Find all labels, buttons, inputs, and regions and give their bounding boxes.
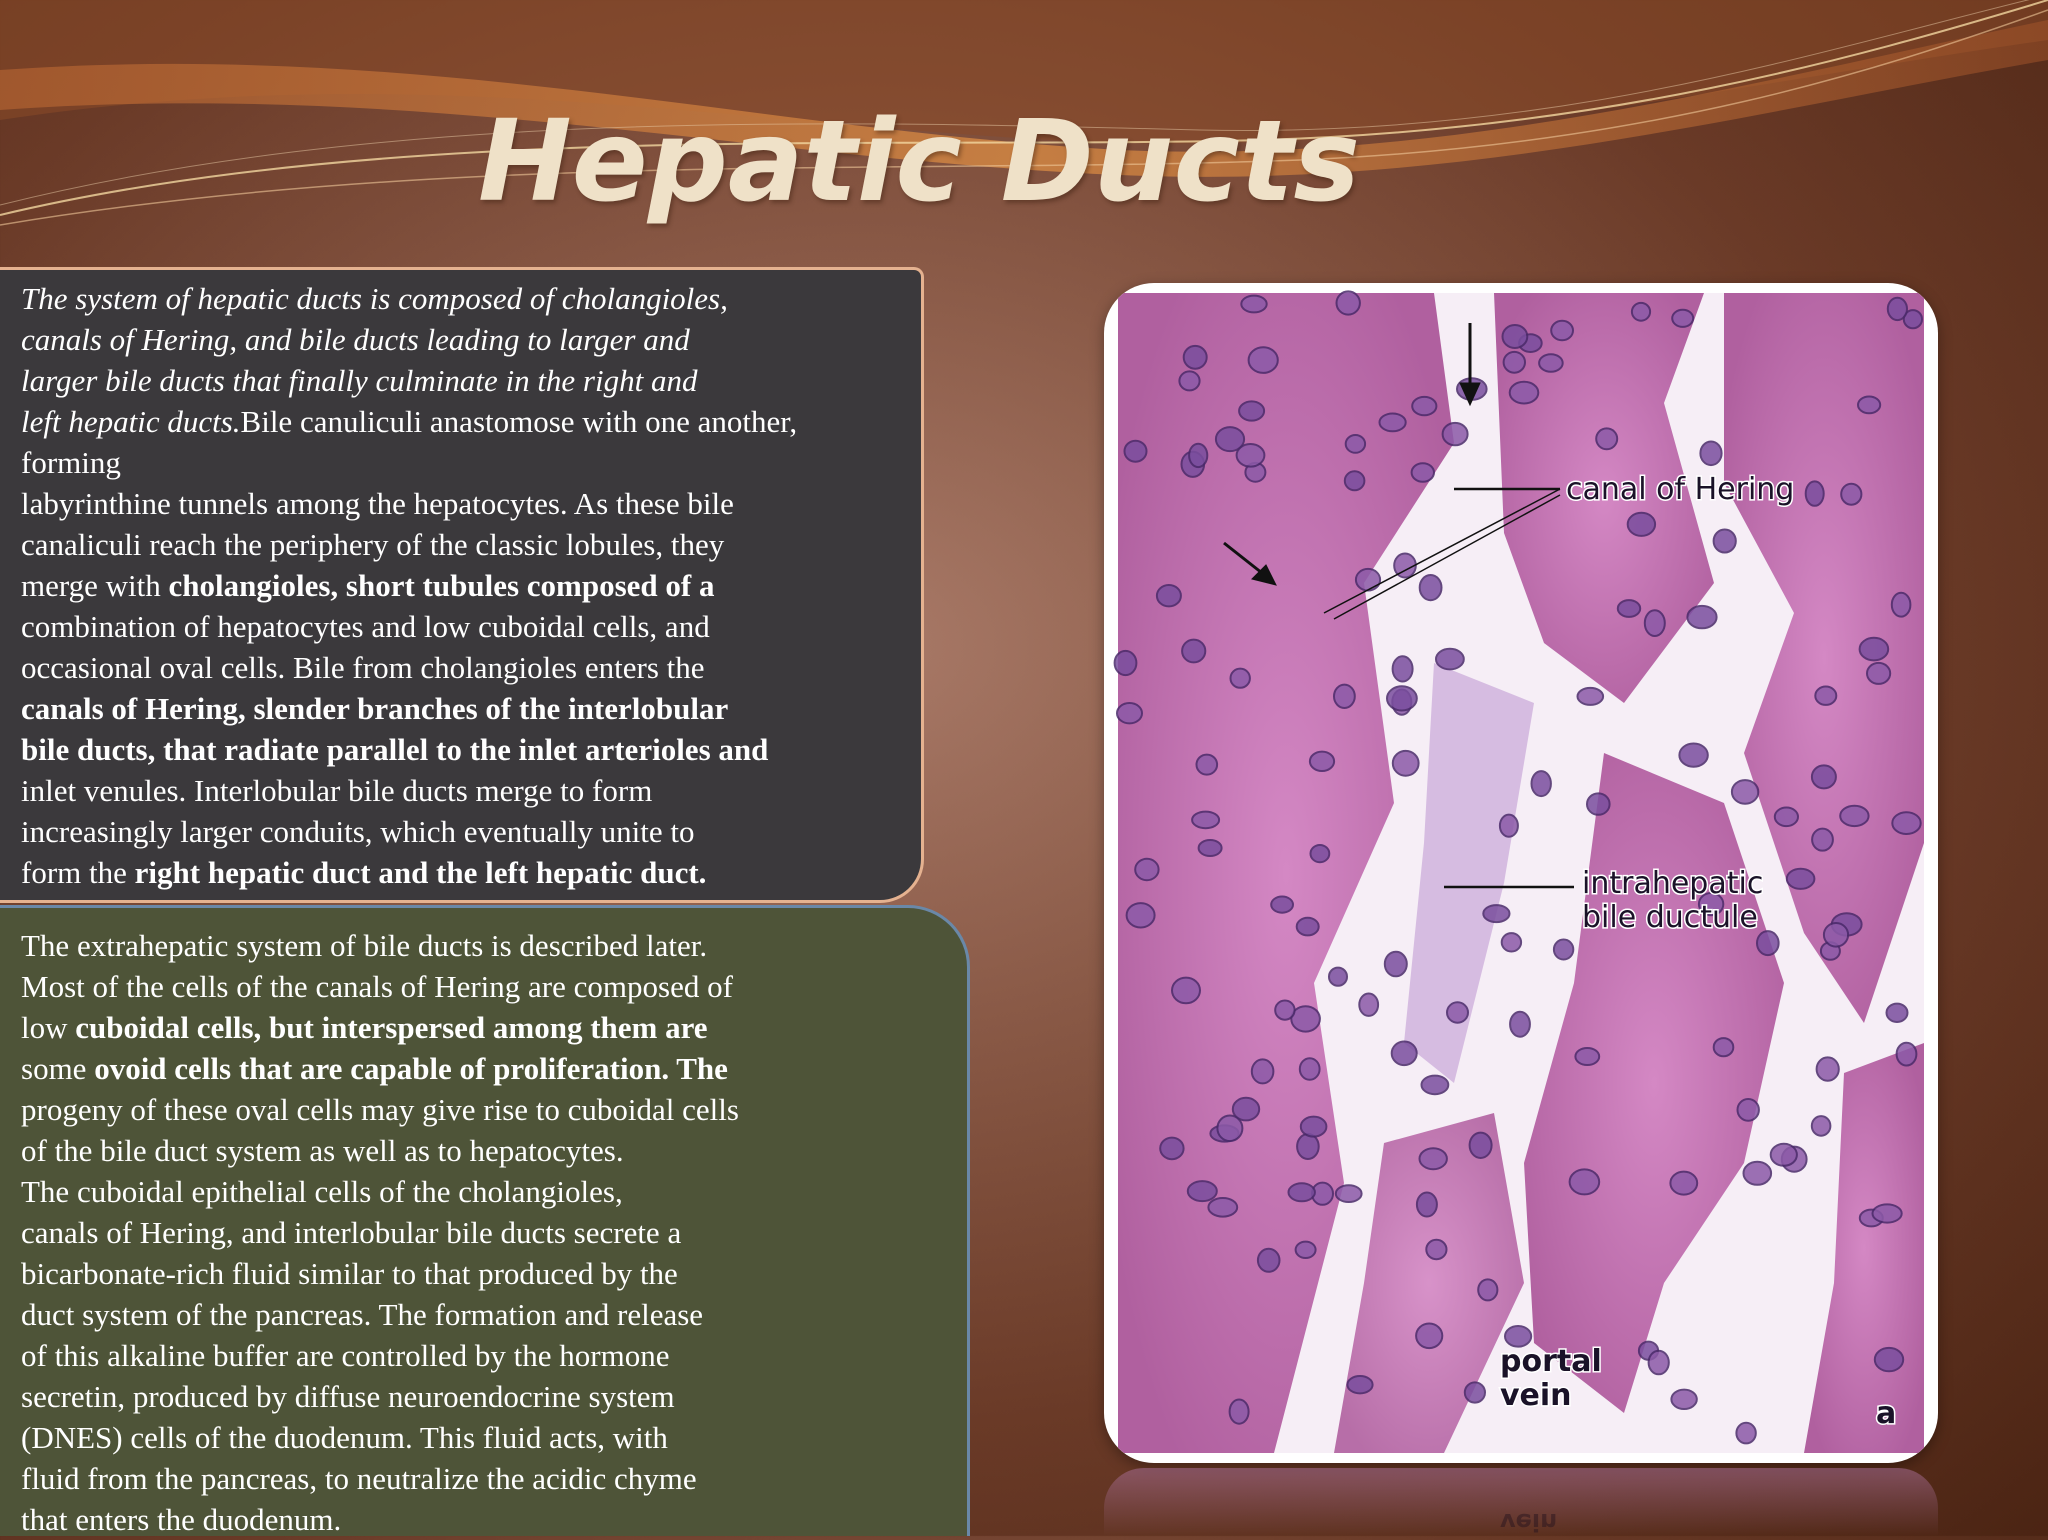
text-segment: merge with [21,568,169,603]
nucleus [1356,569,1380,591]
text-line [21,606,797,647]
nucleus [1649,1351,1669,1375]
nucleus [1385,952,1407,977]
nucleus [1420,575,1442,600]
text-line [21,1499,739,1540]
nucleus [1771,1144,1797,1166]
nucleus [1812,1116,1831,1136]
nucleus [1539,354,1563,372]
nucleus [1840,806,1868,826]
nucleus [1117,703,1142,723]
nucleus [1420,1148,1447,1169]
paragraph-extrahepatic-system [21,925,739,1540]
text-segment: some [21,1051,95,1086]
text-segment: inlet venules. Interlobular bile ducts merge to form [21,773,653,808]
nucleus [1412,463,1434,482]
nucleus [1478,1279,1497,1300]
nucleus [1596,428,1617,449]
text-line [21,852,797,893]
nucleus [1125,441,1147,462]
nucleus [1301,1117,1327,1137]
slide-title: Hepatic Ducts [478,97,1361,227]
nucleus [1757,931,1779,955]
nucleus [1578,688,1604,705]
label-canal-of-hering: canal of Hering [1566,472,1795,507]
nucleus [1806,481,1824,505]
nucleus [1679,744,1707,767]
nucleus [1271,897,1293,913]
nucleus [1483,905,1509,922]
text-line [21,1458,739,1499]
text-line [21,1212,739,1253]
text-segment: forming [21,445,121,480]
nucleus [1426,1240,1446,1259]
nucleus [1387,686,1417,710]
text-line [21,1376,739,1417]
text-segment: Most of the cells of the canals of Hering are composed of [21,969,733,1004]
text-segment: duct system of the pancreas. The formation and release [21,1297,704,1332]
nucleus [1887,1004,1908,1022]
nucleus [1687,606,1716,628]
nucleus [1336,1185,1362,1202]
text-line [21,442,797,483]
label-portal: portal [1500,1344,1602,1379]
nucleus [1436,649,1464,670]
label-panel-a: a [1876,1396,1897,1431]
nucleus [1587,793,1610,814]
nucleus [1775,808,1798,827]
nucleus [1127,903,1155,927]
nucleus [1347,1376,1372,1393]
nucleus [1208,1198,1237,1217]
text-segment: low [21,1010,76,1045]
text-line [21,1253,739,1294]
text-segment: larger bile ducts that finally culminate in the right and [21,363,698,398]
text-line [21,729,797,770]
text-line [21,811,797,852]
nucleus [1860,638,1889,661]
nucleus [1188,1181,1217,1201]
label-intrahepatic: intrahepatic [1582,866,1764,901]
label-bile-ductule: bile ductule [1582,900,1758,935]
nucleus [1157,585,1181,606]
nucleus [1503,325,1528,348]
text-line [21,360,797,401]
nucleus [1422,1076,1449,1095]
nucleus [1417,1193,1437,1217]
nucleus [1744,1162,1772,1185]
text-segment: cuboidal cells, but interspersed among them are [75,1010,708,1045]
nucleus [1237,444,1265,467]
nucleus [1393,751,1419,776]
text-segment: secretin, produced by diffuse neuroendocrine system [21,1379,675,1414]
nucleus [1892,593,1911,617]
nucleus [1817,1057,1839,1080]
nucleus [1179,371,1199,390]
nucleus [1465,1382,1485,1402]
nucleus [1575,1048,1599,1065]
nucleus [1551,321,1573,341]
text-segment: ovoid cells that are capable of proliferation. The [94,1051,728,1086]
text-line [21,1007,739,1048]
nucleus [1297,918,1319,936]
text-line [21,524,797,565]
nucleus [1392,1042,1417,1066]
nucleus [1824,923,1848,947]
text-segment: bile ducts, that radiate parallel to the inlet arterioles and [21,732,769,767]
text-line [21,1089,739,1130]
text-segment: of this alkaline buffer are controlled by the hormone [21,1338,670,1373]
nucleus [1532,771,1551,796]
nucleus [1412,397,1436,415]
text-segment: The extrahepatic system of bile ducts is described later. [21,928,708,963]
nucleus [1892,812,1920,834]
text-line [21,770,797,811]
nucleus [1300,1058,1320,1080]
text-segment: fluid from the pancreas, to neutralize the acidic chyme [21,1461,697,1496]
nucleus [1502,933,1521,951]
nucleus [1252,1059,1274,1083]
nucleus [1510,1012,1530,1037]
nucleus [1275,1001,1294,1020]
text-segment: canals of Hering, slender branches of the interlobular [21,691,729,726]
nucleus [1329,968,1347,986]
text-line [21,647,797,688]
nucleus [1297,1134,1319,1159]
nucleus [1393,656,1413,681]
nucleus [1873,1204,1902,1222]
nucleus [1310,752,1334,771]
nucleus [1230,1400,1249,1424]
nucleus [1628,513,1655,536]
text-line [21,688,797,729]
histology-micrograph [1104,283,1938,1463]
label-vein: vein [1500,1378,1572,1413]
nucleus [1443,423,1468,445]
nucleus [1867,663,1890,684]
nucleus [1296,1242,1316,1258]
nucleus [1897,1043,1917,1066]
nucleus [1787,869,1815,889]
nucleus [1671,1390,1696,1409]
nucleus [1841,484,1861,505]
nucleus [1570,1169,1600,1194]
nucleus [1447,1002,1468,1022]
nucleus [1416,1324,1442,1349]
nucleus [1359,994,1378,1016]
nucleus [1510,382,1539,404]
text-segment: form the [21,855,135,890]
text-line [21,966,739,1007]
nucleus [1197,755,1218,775]
text-line [21,319,797,360]
text-segment: right hepatic duct and the left hepatic duct. [134,855,707,890]
text-line [21,1294,739,1335]
text-segment: labyrinthine tunnels among the hepatocytes. As these bile [21,486,734,521]
nucleus [1815,687,1836,705]
nucleus [1888,298,1907,320]
nucleus [1258,1249,1280,1272]
text-segment: that enters the duodenum. [21,1502,342,1537]
text-line [21,483,797,524]
nucleus [1736,1423,1755,1444]
text-segment: canaliculi reach the periphery of the classic lobules, they [21,527,725,562]
nucleus [1345,471,1365,490]
paragraph-hepatic-duct-system [21,278,797,893]
nucleus [1470,1133,1492,1158]
reflection-text: vein [1500,1508,1558,1536]
text-line [21,401,797,442]
nucleus [1738,1099,1759,1121]
nucleus [1182,640,1205,663]
text-segment: combination of hepatocytes and low cuboidal cells, and [21,609,710,644]
micrograph-image [1104,283,1938,1463]
nucleus [1337,291,1360,314]
nucleus [1554,940,1573,960]
nucleus [1812,829,1833,851]
text-segment: increasingly larger conduits, which eventually unite to [21,814,695,849]
nucleus [1231,669,1250,688]
nucleus [1672,310,1693,327]
nucleus [1632,303,1650,321]
nucleus [1189,444,1207,467]
nucleus [1160,1138,1183,1160]
nucleus [1858,397,1880,414]
nucleus [1812,765,1836,788]
text-line [21,1048,739,1089]
text-segment: The cuboidal epithelial cells of the cholangioles, [21,1174,623,1209]
text-line [21,1130,739,1171]
text-segment: left hepatic ducts. [21,404,241,439]
nucleus [1311,845,1330,862]
text-line [21,278,797,319]
text-line [21,1335,739,1376]
nucleus [1645,610,1665,636]
text-segment: occasional oval cells. Bile from cholangioles enters the [21,650,705,685]
nucleus [1249,347,1278,373]
nucleus [1618,600,1640,617]
text-segment: of the bile duct system as well as to hepatocytes. [21,1133,624,1168]
nucleus [1241,296,1266,313]
nucleus [1192,812,1219,829]
nucleus [1500,815,1518,837]
nucleus [1714,1038,1734,1056]
nucleus [1875,1348,1903,1371]
nucleus [1184,346,1207,369]
text-segment: progeny of these oval cells may give rise to cuboidal cells [21,1092,739,1127]
text-segment: The system of hepatic ducts is composed of cholangioles, [21,281,728,316]
text-line [21,565,797,606]
nucleus [1239,401,1264,420]
nucleus [1504,352,1525,373]
nucleus [1135,859,1158,880]
image-reflection [1104,1468,1938,1536]
nucleus [1346,435,1365,453]
text-line [21,1417,739,1458]
nucleus [1115,651,1137,675]
text-segment: cholangioles, short tubules composed of a [168,568,715,603]
text-line [21,1171,739,1212]
text-line [21,925,739,966]
nucleus [1380,414,1406,432]
nucleus [1700,442,1721,466]
nucleus [1670,1172,1697,1195]
nucleus [1714,530,1736,553]
nucleus [1172,978,1200,1004]
text-segment: canals of Hering, and interlobular bile ducts secrete a [21,1215,682,1250]
text-segment: canals of Hering, and bile ducts leading to larger and [21,322,690,357]
text-segment: (DNES) cells of the duodenum. This fluid acts, with [21,1420,668,1455]
nucleus [1289,1183,1315,1201]
text-segment: Bile canuliculi anastomose with one another, [240,404,798,439]
nucleus [1732,780,1758,804]
nucleus [1199,840,1222,856]
nucleus [1334,685,1355,708]
text-segment: bicarbonate-rich fluid similar to that produced by the [21,1256,678,1291]
nucleus [1217,1116,1242,1142]
